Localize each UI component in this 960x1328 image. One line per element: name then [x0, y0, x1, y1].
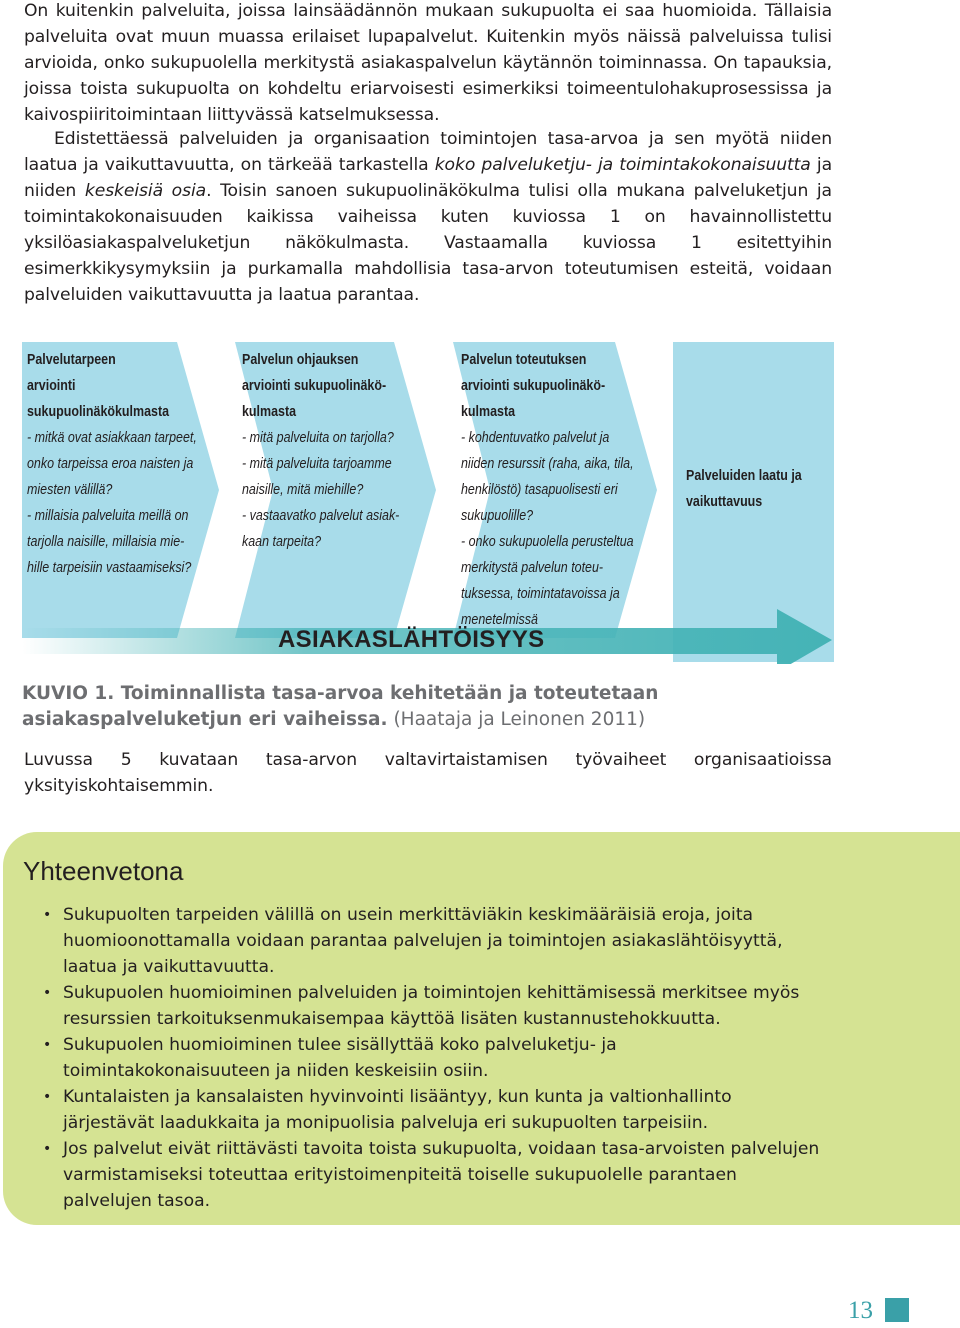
- box-title-line: Palvelun toteutuksen: [461, 352, 587, 368]
- box-question-line: menetelmissä: [461, 612, 538, 628]
- summary-item: • Kuntalaisten ja kansalaisten hyvinvointi lisääntyy, kun kunta ja valtionhallinto järjestävät laadukkaita ja monipuolisia palveluja eri sukupuolten tarpeisiin.: [41, 1084, 821, 1136]
- box-title-line: arviointi sukupuolinäkö-: [242, 378, 387, 394]
- box-title-line: Palvelutarpeen: [27, 352, 116, 368]
- emphasis-text: koko palveluketju- ja toimintakokonaisuutta: [434, 155, 811, 175]
- summary-item: • Jos palvelut eivät riittävästi tavoita toista sukupuolta, voidaan tasa-arvoisten palvelujen varmistamiseksi toteuttaa erityistoimenpiteitä toiselle sukupuolelle parantaen palvelujen tasoa.: [41, 1136, 821, 1214]
- box-title-line: vaikuttavuus: [686, 494, 763, 510]
- box-title-line: kulmasta: [461, 404, 516, 420]
- summary-item: • Sukupuolen huomioiminen palveluiden ja toimintojen kehittämisessä merkitsee myös resurssien tarkoituksenmukaisempaa käyttöä lisäten kustannustehokkuutta.: [41, 980, 821, 1032]
- box-question-line: - mitkä ovat asiakkaan tarpeet,: [27, 430, 197, 446]
- box-question-line: tarjolla naisille, millaisia mie-: [27, 534, 185, 550]
- service-chain-diagram: [22, 342, 834, 664]
- chain-box-2-text: [242, 347, 427, 555]
- figure-caption: [22, 681, 842, 733]
- box-question-line: - onko sukupuolella perusteltua: [461, 534, 634, 550]
- flow-label: ASIAKASLÄHTÖISYYS: [278, 626, 545, 653]
- caption-text: Toiminnallista tasa-arvoa kehitetään ja toteutetaan asiakaspalveluketjun eri vaiheissa.: [22, 683, 659, 730]
- box-title-line: arviointi sukupuolinäkö-: [461, 378, 606, 394]
- box-question-line: - mitä palveluita on tarjolla?: [242, 430, 394, 446]
- box-question-line: - vastaavatko palvelut asiak-: [242, 508, 400, 524]
- box-question-line: kaan tarpeita?: [242, 534, 322, 550]
- summary-list: [41, 902, 821, 1214]
- page-marker-square: [885, 1298, 909, 1322]
- box-question-line: - mitä palveluita tarjoamme: [242, 456, 392, 472]
- paragraph-text: Edistettäessä palveluiden ja organisaation toimintojen tasa-arvoa ja sen myötä niiden laatua ja vaikuttavuutta, on tärkeää tarkastella: [24, 129, 832, 175]
- box-question-line: hille tarpeisiin vastaamiseksi?: [27, 560, 192, 576]
- summary-item: • Sukupuolen huomioiminen tulee sisällyttää koko palveluketju- ja toimintakokonaisuuteen ja niiden keskeisiin osiin.: [41, 1032, 821, 1084]
- box-question-line: - millaisia palveluita meillä on: [27, 508, 189, 524]
- box-question-line: tuksessa, toimintatavoissa ja: [461, 586, 620, 602]
- intro-paragraph: On kuitenkin palveluita, joissa lainsäädännön mukaan sukupuolta ei saa huomioida. Tällaisia palveluita ovat muun muassa erilaiset lupapalvelut. Kuitenkin myös näissä palveluissa tulisi arvioida, onko sukupuolella merkitystä asiakaspalvelun käytännön toiminnassa. On tapauksia, joissa toista sukupuolta on kohdeltu eriarvoisesti esimerkiksi toimeentulohakuprosessissa ja kaivospiiritoimintaan liittyvässä katselmuksessa.: [24, 1, 832, 125]
- body-paragraph: [24, 126, 832, 308]
- box-title-line: kulmasta: [242, 404, 297, 420]
- box-question-line: niiden resurssit (raha, aika, tila,: [461, 456, 634, 472]
- page-number: 13: [848, 1297, 873, 1324]
- box-question-line: sukupuolille?: [461, 508, 534, 524]
- box-title-line: Palvelun ohjauksen: [242, 352, 359, 368]
- chain-box-3-text: [461, 347, 646, 633]
- caption-number: KUVIO 1.: [22, 683, 115, 704]
- chain-box-1-text: [27, 347, 212, 581]
- emphasis-text: keskeisiä osia: [84, 181, 207, 201]
- paragraph-text: . Toisin sanoen sukupuolinäkökulma tulisi olla mukana palveluketjun ja toimintakokonaisuuden kaikissa vaiheissa kuten kuviossa 1 on havainnollistettu yksilöasiakaspalveluketjun näkökulmasta. Vastaamalla kuviossa 1 esitettyihin esimerkkikysymyksiin ja purkamalla mahdollisia tasa-arvon toteutumisen esteitä, voidaan palveluiden vaikuttavuutta ja laatua parantaa.: [24, 181, 832, 305]
- summary-item: • Sukupuolten tarpeiden välillä on usein merkittäviäkin keskimääräisiä eroja, joita huomioonottamalla voidaan parantaa palvelujen ja toimintojen asiakaslähtöisyyttä, laatua ja vaikuttavuutta.: [41, 902, 821, 980]
- box-question-line: - kohdentuvatko palvelut ja: [461, 430, 610, 446]
- box-question-line: henkilöstö) tasapuolisesti eri: [461, 482, 618, 498]
- chapter-reference-paragraph: Luvussa 5 kuvataan tasa-arvon valtavirtaistamisen työvaiheet organisaatioissa yksityiskohtaisemmin.: [24, 750, 832, 796]
- box-question-line: onko tarpeissa eroa naisten ja: [27, 456, 194, 472]
- box-question-line: merkitystä palvelun toteu-: [461, 560, 604, 576]
- box-title-line: arviointi: [27, 378, 76, 394]
- box-title-line: Palveluiden laatu ja: [686, 468, 802, 484]
- box-title-line: sukupuolinäkökulmasta: [27, 404, 170, 420]
- paragraph-text: ja niiden: [24, 155, 832, 201]
- chain-box-4-text: [686, 463, 832, 515]
- summary-box: [3, 832, 960, 1225]
- caption-source: (Haataja ja Leinonen 2011): [387, 709, 646, 730]
- box-question-line: naisille, mitä miehille?: [242, 482, 364, 498]
- box-question-line: miesten välillä?: [27, 482, 113, 498]
- summary-title: Yhteenvetona: [23, 856, 184, 886]
